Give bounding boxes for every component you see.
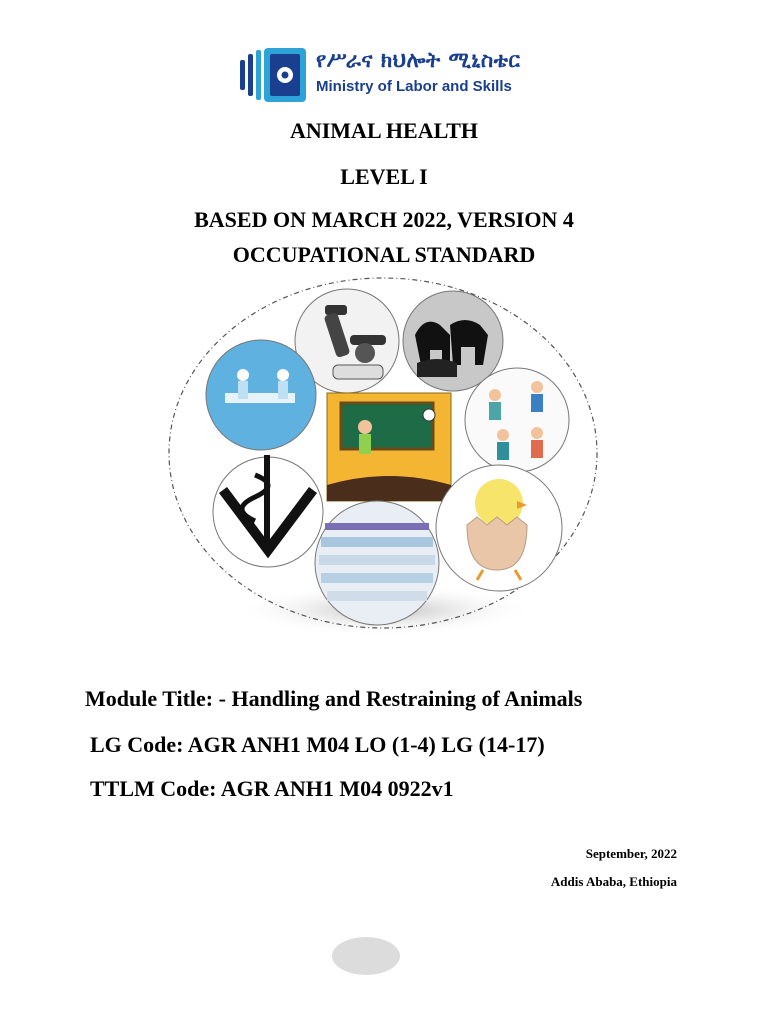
hatching-chick-icon [436, 465, 562, 591]
standard-line-1: BASED ON MARCH 2022, VERSION 4 [194, 207, 574, 232]
publication-place: Addis Ababa, Ethiopia [550, 874, 677, 889]
surgery-icon [206, 340, 316, 450]
pharmacy-shelves-icon [315, 501, 439, 625]
ttlm-code: TTLM Code: AGR ANH1 M04 0922v1 [90, 776, 454, 801]
level-title: LEVEL I [340, 164, 428, 189]
publication-date: September, 2022 [585, 846, 677, 861]
livestock-silhouette-icon [403, 291, 503, 391]
veterinary-symbol-icon [213, 455, 323, 567]
ministry-logo-icon [238, 44, 312, 106]
veterinary-staff-icon [465, 368, 569, 472]
teacher-classroom-icon [327, 393, 451, 501]
ministry-logo [238, 44, 538, 106]
standard-line-2: OCCUPATIONAL STANDARD [232, 242, 536, 267]
logo-amharic-text: የሥራና ክህሎት ሚኒስቴር [316, 48, 521, 72]
logo-english-text: Ministry of Labor and Skills [316, 78, 512, 95]
main-title: ANIMAL HEALTH [289, 118, 479, 143]
animal-health-collage [165, 275, 605, 645]
page-indicator [332, 937, 400, 975]
module-title: Module Title: - Handling and Restraining of Animals [85, 686, 583, 711]
lg-code: LG Code: AGR ANH1 M04 LO (1-4) LG (14-17) [90, 732, 545, 757]
